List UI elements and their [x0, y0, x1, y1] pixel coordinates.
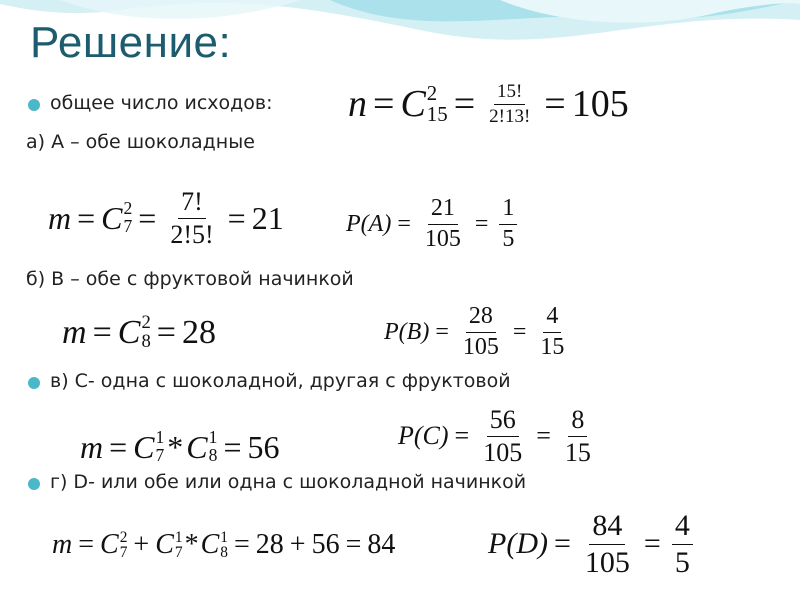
fraction: $\frac{21}{105}$: [424, 195, 461, 252]
result: 105: [571, 83, 629, 125]
comb-symbol: C: [400, 83, 426, 125]
fraction: $\frac{15!}{2!13!}$: [489, 80, 531, 127]
formula-m-d: m = C 2 7 + C 1 7 * C 1 8 = 28 + 56 = 84: [52, 528, 396, 561]
fraction: $\frac{4}{15}$: [540, 303, 565, 360]
comb-sub: 15: [426, 102, 448, 126]
text-part-d: г) D- или обе или одна с шоколадной начинкой: [50, 471, 527, 493]
var-n: n: [348, 83, 367, 125]
fraction: $\frac{8}{15}$: [564, 405, 591, 467]
fraction: $\frac{84}{105}$: [584, 509, 630, 579]
formula-m-b: m = C 2 8 = 28: [62, 312, 216, 352]
text-part-c: в) С- одна с шоколадной, другая с фруктовой: [50, 370, 511, 392]
fraction: $\frac{7!}{2!5!}$: [170, 187, 214, 249]
bullet-icon: [28, 99, 40, 111]
formula-p-b: P(B) = $\frac{28}{105}$ = $\frac{4}{15}$: [384, 302, 572, 362]
slide-title: Решение:: [30, 18, 232, 67]
formula-m-a: m = C 2 7 = $\frac{7!}{2!5!}$ = 21: [48, 187, 284, 249]
formula-p-a: P(A) = $\frac{21}{105}$ = $\frac{1}{5}$: [346, 196, 522, 252]
fraction: $\frac{1}{5}$: [499, 196, 517, 251]
text-part-a: а) А – обе шоколадные: [26, 131, 255, 153]
formula-p-d: P(D) = $\frac{84}{105}$ = $\frac{4}{5}$: [488, 506, 698, 582]
formula-n: n = C 2 15 = $\frac{15!}{2!13!}$ = 105: [348, 80, 629, 127]
formula-m-c: m = C 1 7 * C 1 8 = 56: [80, 427, 280, 465]
fraction: $\frac{4}{5}$: [672, 510, 693, 578]
fraction: $\frac{56}{105}$: [483, 405, 523, 467]
bullet-icon: [28, 478, 40, 490]
bullet-icon: [28, 377, 40, 389]
text-total-outcomes: общее число исходов:: [50, 92, 273, 114]
text-part-b: б) В – обе с фруктовой начинкой: [26, 268, 354, 290]
comb-sup: 2: [426, 81, 438, 106]
fraction: $\frac{28}{105}$: [462, 303, 499, 360]
formula-p-c: P(C) = $\frac{56}{105}$ = $\frac{8}{15}$: [398, 404, 599, 468]
